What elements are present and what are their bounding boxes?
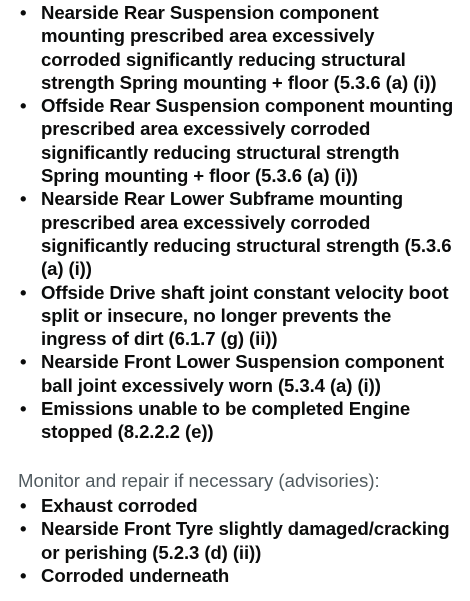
advisory-text: Nearside Front Tyre slightly damaged/cracking or perishing (5.2.3 (d) (ii)) [41, 518, 450, 563]
advisories-list [18, 494, 458, 587]
defect-text: Offside Drive shaft joint constant velocity boot split or insecure, no longer prevents the ingress of dirt (6.1.7 (g) (ii)) [41, 281, 449, 350]
bullet-icon: • [20, 518, 27, 540]
defect-item [18, 350, 458, 397]
advisory-item [18, 517, 458, 564]
defect-text: Nearside Rear Suspension component mounting prescribed area excessively corroded significantly reducing structural strength Spring mounting + floor (5.3.6 (a) (i)) [41, 2, 437, 93]
advisory-text: Exhaust corroded [41, 494, 198, 516]
bullet-icon: • [20, 281, 27, 303]
mot-defects-page [0, 1, 470, 601]
bullet-icon: • [20, 351, 27, 373]
defect-item [18, 94, 458, 187]
defect-item [18, 187, 458, 280]
bullet-icon: • [20, 188, 27, 210]
advisory-item [18, 494, 458, 517]
defect-item [18, 281, 458, 351]
defect-text: Offside Rear Suspension component mounting prescribed area excessively corroded significantly reducing structural strength Spring mounting + floor (5.3.6 (a) (i)) [41, 95, 454, 187]
bullet-icon: • [20, 95, 27, 117]
defect-item [18, 397, 458, 444]
defects-list [18, 1, 458, 444]
defect-text: Nearside Front Lower Suspension component ball joint excessively worn (5.3.4 (a) (i)) [41, 351, 444, 396]
bullet-icon: • [20, 494, 27, 516]
defect-text: Nearside Rear Lower Subframe mounting prescribed area excessively corroded significantly reducing structural strength (5.3.6 (a) (i)) [41, 188, 452, 280]
advisories-heading: Monitor and repair if necessary (advisories): [18, 469, 380, 491]
defect-text: Emissions unable to be completed Engine stopped (8.2.2.2 (e)) [41, 398, 411, 443]
advisory-text: Corroded underneath [41, 564, 230, 586]
defect-item [18, 1, 458, 94]
advisory-item [18, 564, 458, 587]
bullet-icon: • [20, 2, 27, 23]
bullet-icon: • [20, 398, 27, 420]
bullet-icon: • [20, 564, 27, 586]
